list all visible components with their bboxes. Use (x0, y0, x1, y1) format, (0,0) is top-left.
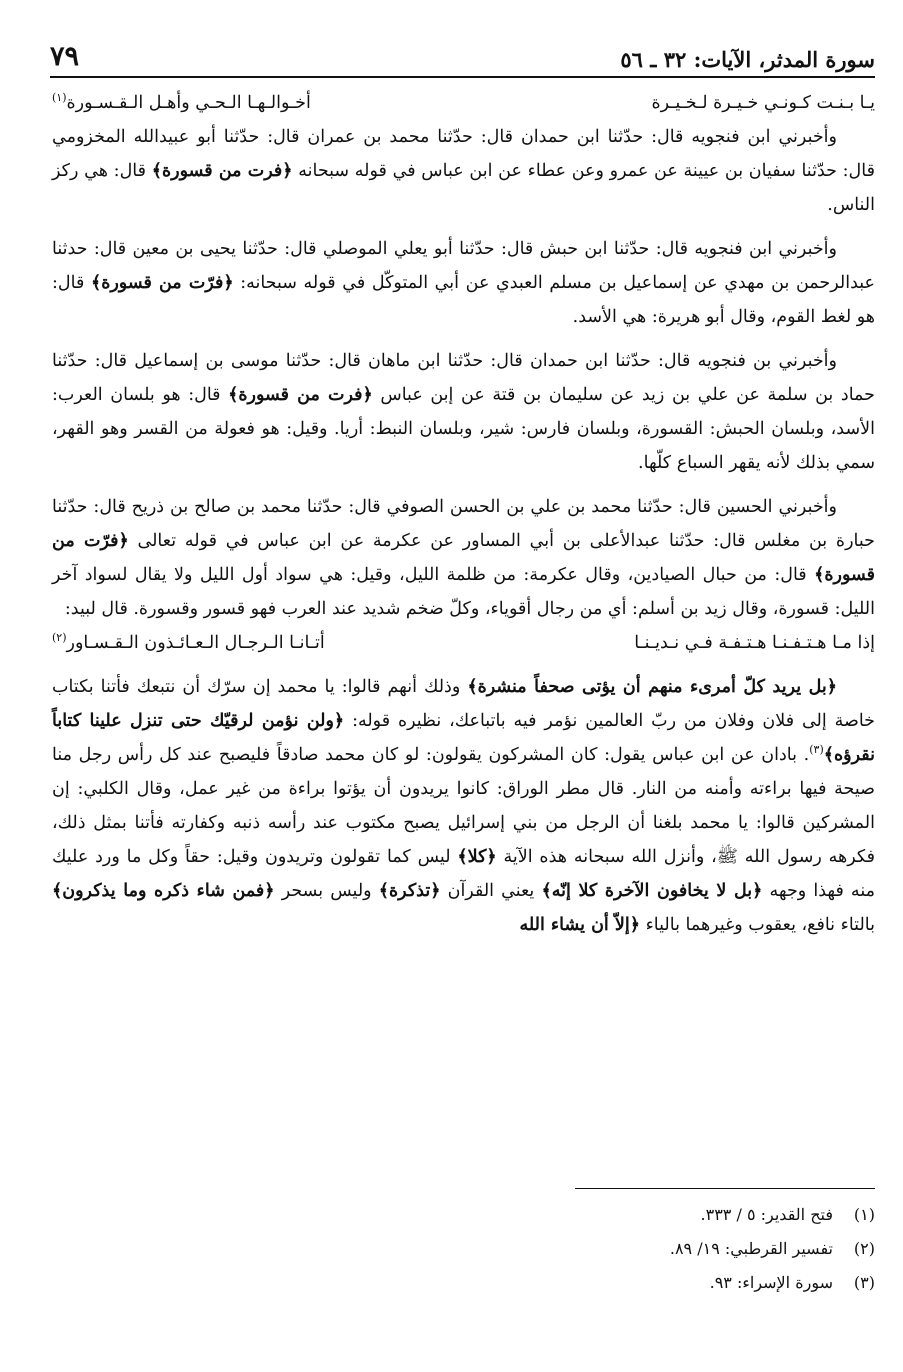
paragraph: وأخبرني الحسين قال: حدّثنا محمد بن علي بن الحسن الصوفي قال: حدّثنا محمد بن صالح بن ذريح قال: حدّثنا حبارة بن مغلس قال: حدّثنا عبدالأعلى بن أبي المساور عن عكرمة عن ابن عباس في قوله تعالى ﴿فرّت من قسورة﴾ قال: من حبال الصيادين، وقال عكرمة: من ظلمة الليل، وقيل: هي سواد أول الليل ولا يقال لسواد آخر الليل: قسورة، وقال زيد بن أسلم: أي من رجال أقوياء، وكلّ ضخم شديد عند العرب فهو قسور وقسورة. قال لبيد: (52, 497, 875, 619)
quran-quote: ﴿تذكرة﴾ (378, 881, 441, 901)
running-header (50, 30, 875, 72)
poetry-verse (52, 86, 875, 120)
footnote-text: فتح القدير: ٥ / ٣٣٣. (700, 1205, 833, 1224)
footnote-ref: (١) (52, 91, 67, 105)
footnotes (400, 1198, 875, 1300)
quran-quote: ﴿كلا﴾ (457, 847, 497, 867)
paragraph: وأخبرني بن فنجويه قال: حدّثنا ابن حمدان قال: حدّثنا ابن ماهان قال: حدّثنا موسى بن إسماعيل قال: حدّثنا حماد بن سلمة عن علي بن زيد عن سليمان بن قتة عن إبن عباس ﴿فرت من قسورة﴾ قال: هو بلسان العرب: الأسد، وبلسان الحبش: القسورة، وبلسان فارس: شير، وبلسان النبط: أريا. وقيل: هو فعولة من القسر وهو القهر، سمي بذلك لأنه يقهر السباع كلّها. (52, 351, 875, 473)
quran-quote: ﴿إلاّ أن يشاء الله (519, 915, 640, 935)
paragraph: وأخبرني ابن فنجويه قال: حدّثنا ابن حبش قال: حدّثنا أبو يعلي الموصلي قال: حدّثنا يحيى بن معين قال: حدثنا عبدالرحمن بن مهدي عن إسماعيل بن مسلم العبدي عن أبي المتوكّل في قوله سبحانه: ﴿فرّت من قسورة﴾ قال: هو لغط القوم، وقال أبو هريرة: هي الأسد. (52, 239, 875, 327)
verse-first-hemistich: إذا مـا هـتـفـنـا هـتـفـة فـي نـديـنـا (634, 633, 875, 653)
paragraph: ﴿بل يريد كلّ أمرىء منهم أن يؤتى صحفاً منشرة﴾ وذلك أنهم قالوا: يا محمد إن سرّك أن نتبعك فأتنا بكتاب خاصة إلى فلان وفلان من ربّ العالمين نؤمر فيه باتباعك، نظيره قوله: ﴿ولن نؤمن لرقيّك حتى تنزل علينا كتاباً نقرؤه﴾$^{(٣)}$. بادان عن ابن عباس يقول: كان المشركون يقولون: لو كان محمد صادقاً فليصبح عند كل رأس رجل منا صيحة فيها براءته وأمنه من النار. قال مطر الوراق: كانوا يريدون أن يؤتوا براءة من غير عمل، وقال الكلبي: إن المشركين قالوا: يا محمد بلغنا أن الرجل من بني إسرائيل يصبح مكتوب عند رأسه ذنبه وكفارته فأتنا بمثل ذلك، فكرهه رسول الله ﷺ، وأنزل الله سبحانه هذه الآية ﴿كلا﴾ ليس كما تقولون وتريدون وقيل: حقاً وكل ما ورد عليك منه فهذا وجهه ﴿بل لا يخافون الآخرة كلا إنّه﴾ يعني القرآن ﴿تذكرة﴾ وليس بسحر ﴿فمن شاء ذكره وما يذكرون﴾ بالتاء نافع، يعقوب وغيرهما بالياء ﴿إلاّ أن يشاء الله (52, 677, 875, 935)
footnote-divider (575, 1188, 875, 1189)
footnote-ref: (٢) (52, 631, 67, 645)
footnote-ref: (٣) (809, 743, 824, 757)
footnote-text: تفسير القرطبي: ١٩/ ٨٩. (669, 1239, 833, 1258)
verse-first-hemistich: يـا بـنـت كـونـي خـيـرة لـخـيـرة (651, 93, 875, 113)
verse-second-hemistich: أتـانـا الـرجـال الـعـائـذون الـقـسـاور$^{(٢)}$ (52, 631, 325, 653)
quran-quote: ﴿ولن نؤمن لرقيّك حتى تنزل علينا كتاباً نقرؤه﴾ (52, 711, 875, 765)
chapter-title: سورة المدثر، الآيات: ٣٢ ـ ٥٦ (620, 47, 875, 72)
quran-quote: ﴿بل لا يخافون الآخرة كلا إنّه﴾ (541, 881, 763, 901)
footnote-item (400, 1266, 875, 1300)
poetry-verse (52, 626, 875, 660)
quran-quote: ﴿فرت من قسورة﴾ (151, 161, 293, 181)
verse-second-hemistich: أخـوالـهـا الـحـي وأهـل الـقـسـورة$^{(١)}$ (52, 91, 311, 113)
footnote-item (400, 1232, 875, 1266)
page-number: ٧٩ (50, 41, 80, 72)
quran-quote: ﴿فمن شاء ذكره وما يذكرون﴾ (52, 881, 275, 901)
quran-quote: ﴿فرّت من قسورة﴾ (52, 531, 875, 585)
footnote-item (400, 1198, 875, 1232)
footnote-number: (١) (853, 1205, 875, 1224)
quran-quote: ﴿فرّت من قسورة﴾ (90, 273, 234, 293)
footnote-text: سورة الإسراء: ٩٣. (709, 1273, 833, 1292)
paragraph: وأخبرني ابن فنجويه قال: حدّثنا ابن حمدان قال: حدّثنا محمد بن عمران قال: حدّثنا أبو عبيدالله المخزومي قال: حدّثنا سفيان بن عيينة عن عمرو وعن عطاء عن ابن عباس في قوله سبحانه ﴿فرت من قسورة﴾ قال: هي ركز الناس. (52, 127, 875, 215)
quran-quote: ﴿فرت من قسورة﴾ (228, 385, 373, 405)
main-text (52, 86, 875, 942)
header-divider (50, 76, 875, 78)
footnote-number: (٢) (853, 1239, 875, 1258)
footnote-number: (٣) (853, 1273, 875, 1292)
quran-quote: ﴿بل يريد كلّ أمرىء منهم أن يؤتى صحفاً منشرة﴾ (467, 677, 837, 697)
